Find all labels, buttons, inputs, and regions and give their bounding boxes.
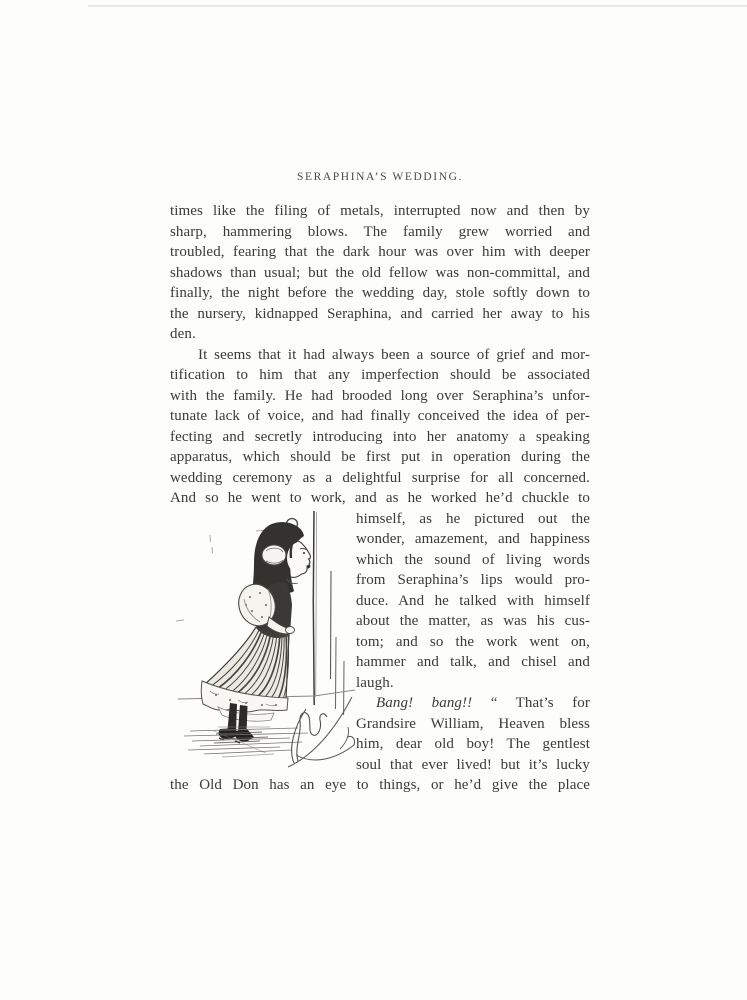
text-line: tunate lack of voice, and had finally conceived the idea of per- bbox=[170, 408, 590, 424]
text-line: from Seraphina’s lips would pro- bbox=[356, 572, 590, 588]
text-line: soul that ever lived! but it’s lucky bbox=[356, 756, 590, 773]
girl-peeking-at-door-illustration bbox=[170, 509, 356, 769]
paragraph-2-full-width bbox=[170, 345, 590, 509]
text-line: It seems that it had always been a source of grief and mor- bbox=[198, 346, 590, 363]
text-line: with the family. He had brooded long over Seraphina’s unfor- bbox=[170, 387, 590, 404]
text-line: about the matter, as was his cus- bbox=[356, 613, 590, 629]
text-line: times like the filing of metals, interrupted now and then by bbox=[170, 203, 590, 219]
text-line: And so he went to work, and as he worked he’d chuckle to bbox=[170, 490, 590, 506]
text-line: wonder, amazement, and happiness bbox=[356, 531, 590, 547]
text-line: fecting and secretly introducing into her anatomy a speaking bbox=[170, 428, 590, 445]
text-line: himself, as he pictured out the bbox=[356, 510, 590, 527]
text-column bbox=[356, 509, 590, 776]
text-line: him, dear old boy! The gentlest bbox=[356, 736, 590, 752]
text-line: duce. And he talked with himself bbox=[356, 592, 590, 609]
text-line: tom; and so the work went on, bbox=[356, 633, 590, 650]
scan-edge-artifact bbox=[88, 5, 747, 7]
text-line: which the sound of living words bbox=[356, 551, 590, 568]
paragraph-1 bbox=[170, 201, 590, 345]
text-line: hammer and talk, and chisel and bbox=[356, 654, 590, 670]
text-line: sharp, hammering blows. The family grew worried and bbox=[170, 223, 590, 240]
text-line: apparatus, which should be first put in operation during the bbox=[170, 449, 590, 465]
text-line: tification to him that any imperfection should be associated bbox=[170, 367, 590, 383]
text-line: shadows than usual; but the old fellow was non-committal, and bbox=[170, 264, 590, 281]
italic-exclamation: Bang! bang!! bbox=[376, 695, 473, 711]
continuation-line: the Old Don has an eye to things, or he’d give the place bbox=[170, 777, 590, 793]
quote-start: “ That’s for bbox=[490, 695, 590, 711]
door-edge bbox=[313, 511, 344, 715]
book-page bbox=[170, 170, 590, 796]
artist-signature bbox=[288, 697, 355, 767]
text-line: finally, the night before the wedding day, stole softly down to bbox=[170, 285, 590, 301]
illustration-figure bbox=[170, 509, 356, 776]
running-header: SERAPHINA’S WEDDING. bbox=[297, 171, 463, 183]
text-line: troubled, fearing that the dark hour was over him with deeper bbox=[170, 244, 590, 260]
text-line: the nursery, kidnapped Seraphina, and carried her away to his bbox=[170, 305, 590, 322]
text-line: Grandsire William, Heaven bless bbox=[356, 715, 590, 732]
text-line: den. bbox=[170, 326, 196, 342]
text-line: wedding ceremony as a delightful surprise for all concerned. bbox=[170, 469, 590, 486]
girl-figure bbox=[201, 522, 313, 743]
text-line: laugh. bbox=[356, 674, 394, 691]
illustration-and-text-row bbox=[170, 509, 590, 776]
text-line bbox=[356, 693, 590, 714]
